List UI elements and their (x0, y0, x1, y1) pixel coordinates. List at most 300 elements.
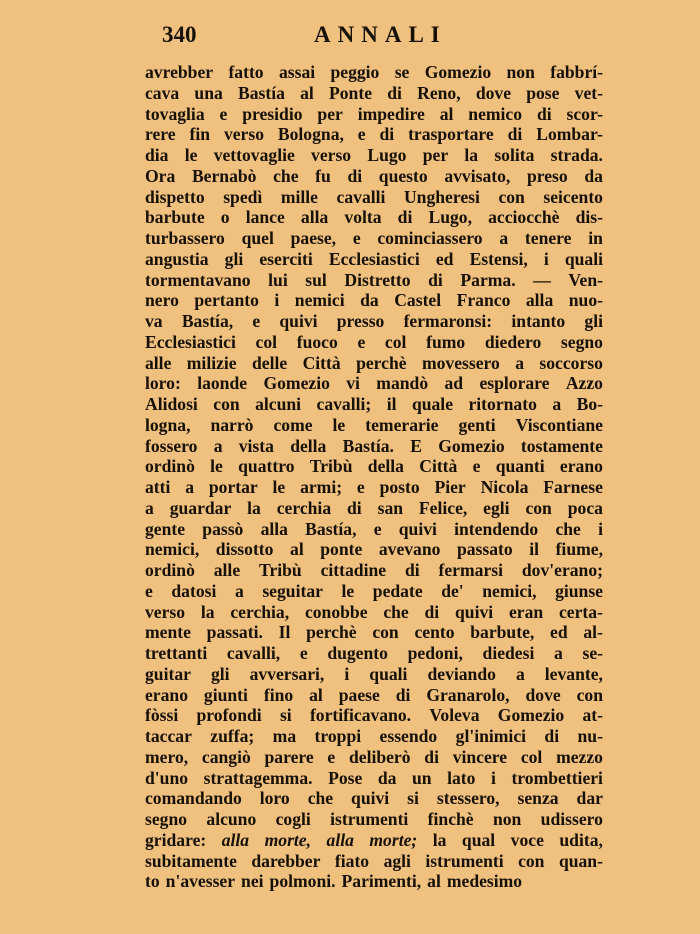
word: n'avesser (165, 871, 236, 892)
word: Città (302, 352, 341, 373)
word: ad (444, 373, 464, 394)
word: passò (202, 518, 244, 539)
word: alla (300, 207, 329, 228)
word: alcuno (206, 809, 257, 829)
word: fossero (145, 435, 198, 456)
word: di (395, 684, 411, 705)
text-line (145, 249, 603, 270)
text-line (145, 726, 603, 747)
word: trombettieri (511, 767, 603, 788)
word: si (407, 788, 419, 809)
word: taccar (145, 726, 192, 746)
word: Gomezio (497, 705, 565, 726)
word: Il (278, 622, 291, 643)
running-title: ANNALI (314, 22, 447, 47)
word: narrò (210, 414, 254, 435)
word: vista (238, 435, 274, 456)
word: se (394, 62, 410, 82)
word: i (491, 767, 496, 788)
word: che (383, 601, 409, 622)
word: fin (189, 124, 211, 145)
word: tenere (524, 228, 572, 248)
word: di (507, 124, 523, 145)
word: at- (582, 705, 603, 726)
word: senza (517, 788, 559, 809)
text-line (145, 788, 603, 809)
text-line (145, 207, 603, 228)
text-line (145, 622, 603, 643)
word: con (498, 186, 525, 207)
word: Nicola (480, 477, 529, 497)
word: cavalli; (316, 394, 372, 414)
word: volta (344, 207, 382, 228)
word: temerarie (365, 414, 439, 435)
word: ed (435, 248, 454, 269)
word: E (410, 435, 422, 456)
word: guitar (145, 663, 191, 684)
text-line (145, 456, 603, 477)
text-line (145, 332, 603, 353)
word: giunse (555, 580, 603, 601)
word: verso (145, 601, 186, 622)
word: pedoni, (407, 643, 463, 663)
word: poca (567, 497, 603, 518)
word: Ecclesiastici (328, 248, 420, 269)
word: un (411, 767, 432, 788)
word: Franco (456, 290, 511, 311)
word: strada. (550, 145, 603, 165)
word: con (372, 622, 399, 643)
word: al (439, 103, 454, 124)
word: con (213, 394, 240, 414)
word: e (219, 103, 228, 124)
text-line (145, 228, 603, 249)
word: mente (145, 622, 191, 643)
word: cangiò (201, 746, 251, 767)
word: le (272, 477, 286, 497)
word: Bastía, (305, 518, 357, 539)
word: ma (272, 726, 297, 746)
page-header (0, 18, 700, 58)
word: di (424, 746, 439, 767)
word: cento (414, 622, 455, 643)
word: a (213, 435, 223, 456)
word: al- (583, 622, 603, 643)
word: da (584, 165, 603, 186)
word: Felice, (418, 497, 468, 518)
word: a (499, 228, 509, 248)
word: rere (145, 124, 176, 145)
word: nuo- (568, 290, 603, 311)
word: i (344, 663, 350, 684)
word: genti (458, 414, 496, 435)
word: fuoco (296, 331, 338, 352)
word: la (200, 601, 215, 622)
word: le (210, 456, 223, 477)
word: alle (213, 560, 241, 580)
text-line (145, 145, 603, 166)
word: movessero (421, 352, 500, 373)
word: pertanto (194, 290, 259, 311)
word: peggio (330, 62, 380, 82)
word: di (428, 269, 443, 290)
word: a (554, 643, 563, 663)
word: Castel (394, 290, 442, 311)
word: Città (419, 456, 458, 477)
word: quali (564, 248, 603, 269)
word: d'uno (145, 767, 189, 788)
word: della (290, 435, 327, 456)
word: diedero (484, 331, 542, 352)
word: soccorso (539, 352, 603, 373)
word: portar (208, 477, 258, 497)
word: e (472, 456, 481, 477)
text-line (145, 311, 603, 332)
word: col (384, 331, 407, 352)
text-line (145, 809, 603, 830)
word: a (515, 663, 525, 684)
word: Gomezio (438, 435, 505, 456)
word: udita, (559, 829, 603, 850)
word: segno (145, 809, 188, 829)
word: deviando (427, 663, 496, 684)
word: di (424, 601, 440, 622)
word: si (279, 705, 292, 726)
word: lui (268, 269, 288, 290)
word: Azzo (565, 373, 603, 394)
word: paese (338, 684, 380, 705)
word: darebber (251, 850, 321, 871)
word: nemici (294, 290, 345, 311)
word: o (220, 207, 230, 228)
word: lance (245, 207, 285, 228)
word: passato (456, 539, 513, 560)
word: guardar (169, 497, 232, 518)
word: conobbe (304, 601, 368, 622)
word: assai (278, 62, 316, 82)
word: polmoni. (269, 871, 336, 892)
word: e (145, 580, 153, 601)
word: quanti (495, 456, 545, 477)
word: tovaglia (145, 103, 205, 124)
word: in (588, 228, 603, 248)
word: fermarsi (438, 560, 503, 580)
word: istrumenti (330, 809, 409, 829)
word: voce (510, 829, 544, 850)
word: e (356, 477, 365, 497)
word: to (145, 871, 160, 892)
word: gente (145, 518, 186, 539)
word: la (432, 829, 447, 850)
word: Bologna, (277, 124, 344, 145)
word: — (533, 269, 551, 290)
word: gl'inimici (455, 726, 527, 746)
word: trasportare (408, 124, 494, 145)
word: barbute (145, 207, 205, 228)
word: le (332, 414, 346, 435)
word: Bernabò (191, 165, 257, 186)
word: col (520, 746, 543, 767)
word: Ven- (568, 269, 603, 290)
word: vincere (452, 746, 508, 767)
text-line (145, 353, 603, 374)
word: Tribù (259, 560, 302, 580)
text-line (145, 581, 603, 602)
word: udissero (540, 809, 603, 829)
word: avevano (378, 539, 441, 560)
word: dove (475, 82, 511, 103)
word: certa- (558, 601, 603, 622)
word: nemici, (145, 539, 200, 560)
text-line (145, 768, 603, 789)
word: diedesi (482, 643, 535, 663)
word: parere (264, 746, 314, 767)
word: di (347, 497, 362, 518)
word: a (552, 394, 562, 414)
word: pedate (372, 580, 423, 601)
italic-word: morte, (264, 829, 312, 850)
word: che (273, 165, 299, 186)
word: presso (336, 311, 385, 331)
word: cominciassero (377, 228, 483, 248)
word: quivi (455, 601, 494, 622)
word: qual (461, 829, 496, 850)
word: comandando (145, 788, 242, 809)
word: Voleva (429, 705, 480, 726)
word: cerchia (276, 497, 332, 518)
word: Bastía. (342, 435, 394, 456)
word: alla (525, 290, 554, 311)
word: intendendo (454, 518, 539, 539)
word: san (377, 497, 404, 518)
word: strattagemma. (203, 767, 313, 788)
word: fumo (426, 331, 466, 352)
word: verso (223, 124, 264, 145)
word: Ora (145, 165, 176, 186)
word: loro (259, 788, 290, 809)
word: seicento (543, 186, 603, 207)
word: fatto (228, 62, 264, 82)
text-line (145, 290, 603, 311)
word: Lombar- (536, 124, 603, 145)
word: quali (369, 663, 408, 684)
word: quattro (238, 456, 295, 477)
word: Parma. (460, 269, 516, 290)
word: nu- (577, 726, 603, 746)
word: egli (483, 497, 510, 518)
word: passati. (206, 622, 263, 643)
word: dar (576, 788, 603, 809)
word: fu (315, 165, 331, 186)
word: di (347, 165, 363, 186)
word: e (252, 311, 261, 331)
text-line (145, 270, 603, 291)
word: avversari, (249, 663, 325, 684)
word: Estensi, (469, 248, 528, 269)
word: le (184, 145, 198, 165)
word: vi (346, 373, 360, 394)
word: paese, (290, 228, 337, 248)
word: il (386, 394, 397, 414)
word: dove (525, 684, 561, 705)
word: ordinò (145, 560, 195, 580)
word: fiato (334, 850, 370, 871)
text-line (145, 664, 603, 685)
word: come (273, 414, 313, 435)
word: Lugo (367, 145, 407, 165)
word: mezzo (556, 746, 603, 767)
word: quan- (558, 850, 603, 871)
word: cittadine (320, 560, 387, 580)
word: segno (560, 331, 603, 352)
word: erano (559, 456, 603, 477)
text-line (145, 519, 603, 540)
word: se- (582, 643, 603, 663)
word: con (525, 497, 552, 518)
word: armi; (300, 477, 343, 497)
word: va (145, 311, 163, 331)
word: non (506, 62, 535, 82)
word: Farnese (543, 477, 603, 497)
word: deliberò (348, 746, 411, 767)
word: profondi (196, 705, 262, 726)
word: ponte (320, 539, 363, 560)
word: cavalli, (226, 643, 281, 663)
word: posto (379, 477, 420, 497)
word: nero (145, 290, 179, 311)
word: quale (411, 394, 454, 414)
word: la (464, 145, 479, 165)
text-line (145, 705, 603, 726)
word: essendo (379, 726, 438, 746)
word: di (397, 207, 413, 228)
word: alle (145, 352, 172, 373)
word: il (529, 539, 540, 560)
word: al (290, 539, 304, 560)
word: spedì (223, 186, 263, 207)
word: avvisato, (444, 165, 511, 186)
word: con (518, 850, 545, 871)
word: preso (526, 165, 568, 186)
word: Pier (434, 477, 466, 497)
word: cogli (275, 809, 311, 829)
word: acciocchè (488, 207, 560, 228)
word: nemici, (482, 580, 537, 601)
word: seguitar (262, 580, 323, 601)
word: dia (145, 145, 169, 165)
text-line (145, 830, 603, 851)
text-line (145, 187, 603, 208)
text-line (145, 104, 603, 125)
word: a (515, 352, 525, 373)
word: quivi (351, 788, 390, 809)
word: stessero, (436, 788, 500, 809)
word: tostamente (520, 435, 603, 456)
word: Distretto (344, 269, 411, 290)
text-line (145, 871, 603, 892)
word: e (373, 518, 382, 539)
text-line (145, 560, 603, 581)
word: barbute, (470, 622, 535, 643)
text-line (145, 747, 603, 768)
word: Lugo, (428, 207, 472, 228)
word: levante, (544, 663, 603, 684)
word: al (309, 684, 323, 705)
word: esplorare (479, 373, 550, 394)
word: loro: (145, 373, 181, 394)
word: fiume, (555, 539, 603, 560)
word: i (598, 518, 603, 539)
word: le (341, 580, 355, 601)
word: ritornato (468, 394, 537, 414)
word: giunti (203, 684, 248, 705)
text-line (145, 851, 603, 872)
word: Alidosi (145, 394, 198, 414)
word: una (194, 82, 223, 103)
word: e (299, 643, 308, 663)
word: trettanti (145, 643, 208, 663)
word: perchè (306, 622, 357, 643)
word: verso (311, 145, 352, 165)
word: erano (145, 684, 188, 705)
word: impedire (357, 103, 425, 124)
text-line (145, 602, 603, 623)
word: di (544, 726, 560, 746)
word: atti (145, 477, 171, 497)
word: troppi (314, 726, 362, 746)
word: cavalli (336, 186, 386, 207)
word: Reno, (417, 82, 461, 103)
word: Gomezio (424, 62, 492, 82)
text-line (145, 62, 603, 83)
word: gli (224, 248, 244, 269)
text-line (145, 83, 603, 104)
word: per (317, 103, 343, 124)
word: da (360, 290, 379, 311)
text-line (145, 477, 603, 498)
word: e (357, 331, 366, 352)
word: angustia (145, 248, 209, 269)
word: col (255, 331, 278, 352)
word: dissotto (215, 539, 274, 560)
word: che (555, 518, 581, 539)
word: a (145, 497, 154, 518)
word: intanto (511, 311, 566, 331)
word: laonde (197, 373, 248, 394)
word: la (247, 497, 261, 518)
word: a (234, 580, 244, 601)
word: questo (378, 165, 428, 186)
word: agli (383, 850, 411, 871)
word: sul (305, 269, 327, 290)
word: ed (550, 622, 568, 643)
word: fortificavano. (309, 705, 412, 726)
word: gli (210, 663, 230, 684)
text-line (145, 373, 603, 394)
word: Bo- (576, 394, 603, 414)
word: solita (494, 145, 535, 165)
text-line (145, 124, 603, 145)
word: di (536, 103, 552, 124)
word: Bastía (237, 82, 285, 103)
word: fabbrí- (550, 62, 603, 82)
word: fòssi (145, 705, 179, 726)
word: presidio (242, 103, 303, 124)
word: Parimenti, (341, 871, 422, 892)
word: della (367, 456, 404, 477)
word: vet- (574, 82, 603, 103)
word: Bastía, (181, 311, 234, 331)
